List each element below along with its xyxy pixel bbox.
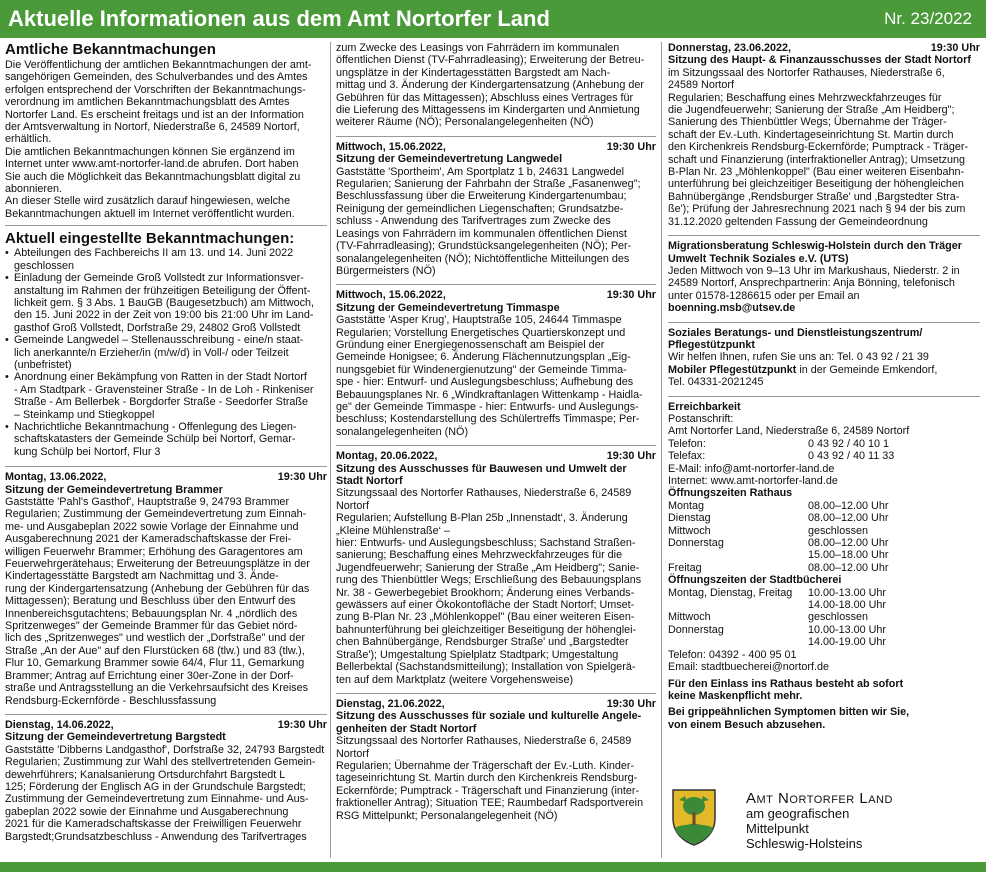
amtliche-heading: Amtliche Bekanntmachungen [5,42,216,58]
text-line: Regularien; Übernahme der Trägerschaft der Ev.-Luth. Kinder- [336,759,635,772]
text-line: bahnunterführung bei gleichzeitiger Beseitigung der höhenglei- [336,623,637,636]
page-header [0,0,986,38]
divider [336,693,656,694]
text-line: straße und Antragsstellung an die Verkehrsaufsicht des Kreises [5,682,309,695]
aktuell-heading: Aktuell eingestellte Bekanntmachungen: [5,230,295,248]
text-line: rung des Thienbüttler Wegs; Erschließung des Bebauungsplans [336,574,642,587]
text-line: öffentlichen Dienst (TV-Fahrradleasing); Erweiterung der Betreu- [336,54,645,67]
amtliche-text [5,59,327,220]
text-line: Gründung einer Energiegenossenschaft am Beispiel der [336,338,605,351]
meeting-date: Dienstag, 21.06.2022, [336,697,445,710]
text-line: Innenbereichsgutachtens; Bebauungsplan Nr. 4 „nördlich des [5,607,298,620]
divider [5,225,327,226]
list-item[interactable]: • Einladung der Gemeinde Groß Vollstedt zur Informationsver- anstaltung im Rahmen der frühzeitigen Beteiligung der Öffent- lichkeit gem. § 3 Abs. 1 BauGB (Baugesetzbuch) am Mittwoch, den 15. Juni 2022 in der Zeit von 19:00 bis 21:00 Uhr im Land- gasthof Groß Vollstedt, Dorfstraße 29, 24802 Groß Vollstedt [5,272,327,334]
text-line: nungsgebiet für Windenergienutzung" der Gemeinde Timma- [336,363,627,376]
meeting-time: 19:30 Uhr [606,450,656,463]
soziales-block: Soziales Beratungs- und Dienstleistungszentrum/ Pflegestützpunkt Wir helfen Ihnen, rufen Sie uns an: Tel. 0 43 92 / 21 39 Mobiler Pflegestützpunkt in der Gemeinde Emkendorf, Tel. 04331-2021245 [668,326,938,389]
meeting-title: Sitzung der Gemeindevertretung Bargstedt [5,731,226,744]
meeting-title: Sitzung des Ausschusses für Bauwesen und Umwelt der [336,462,627,475]
meeting-time: 19:30 Uhr [277,471,327,484]
meeting-bargstedt [5,719,327,843]
text-line: Rendsburg-Eckernförde - Beschlussfassung [5,694,217,707]
text-line: An dieser Stelle wird zusätzlich darauf hingewiesen, welche [5,195,291,208]
meeting-time: 19:30 Uhr [606,140,656,153]
text-line: (TV-Fahrradleasing); Grundstücksangelegenheiten (NÖ); Per- [336,240,632,253]
text-line: Brammer; Antrag auf Errichtung einer 30er-Zone in der Dorf- [5,669,294,682]
text-line: Nortorfer Land. Es erscheint freitags und ist an der Information [5,108,304,121]
meeting-time: 19:30 Uhr [606,697,656,710]
text-line: sonalangelegenheiten (NÖ); Nichtöffentliche Mitteilungen des [336,252,630,265]
text-line: sangehörigen Gemeinden, des Schulverbandes und des Amtes [5,71,308,84]
erreichbarkeit-title: Erreichbarkeit [668,400,741,413]
coat-of-arms-icon [671,788,717,846]
meeting-hauptausschuss [668,42,980,228]
text-line: spe - hier: Entwurf- und Auslegungsbeschluss; Aufhebung des [336,376,634,389]
text-line: Regularien; Aufstellung B-Plan 25b „Innenstadt‘, 3. Änderung [336,512,628,525]
contact-table: Telefon: 0 43 92 / 40 10 1 Telefax: 0 43 92 / 40 11 33 [668,437,895,463]
text-line: zum Zwecke des Leasings von Fahrrädern im kommunalen [336,42,620,54]
text-line: Regularien; Sanierung der Fahrbahn der Straße „Fasanenweg"; [336,178,641,191]
meeting-date: Donnerstag, 23.06.2022, [668,42,792,54]
internet-link[interactable]: Internet: www.amt-nortorfer-land.de [668,475,838,487]
text-line: unterführung bei gleichzeitiger Beseitigung der höhengleichen [668,178,964,191]
text-line: beschluss; Kostendarstellung des Schülertreffs Timmaspe; Per- [336,413,640,426]
divider [668,396,980,397]
text-line: Bahnübergänge ,Rendsburger Straße' und ‚Bargstedter Stra- [668,190,960,203]
text-line: Bürgermeisters (NÖ) [336,264,436,277]
erreichbarkeit-block: Erreichbarkeit Postanschrift: Amt Nortorfer Land, Niederstraße 6, 24589 Nortorf Telefon: 0 43 92 / 40 10 1 Telefax: 0 43 92 / 40 11 33 E-Mail: info@amt-nortorfer-land.de Internet: www.amt-nortorfer-land.de Öffnungszeiten Rathaus Montag 08.00–12.00 Uhr Dienstag 08.00–12.00 Uhr Mittwoch geschlossen Donnerstag 08.00–12.00 Uhr 15.00–18.00 Uhr Freitag 08.00–12.00 Uhr Öffnungszeiten der Stadtbücherei Montag, Dienstag, Freitag 10.00-13.00 Uhr 14.00-18.00 Uhr Mittwoch geschlossen Donnerstag 10.00-13.00 Uhr 14.00-19.00 Uhr Telefon: 04392 - 400 95 01 Email: stadtbuecherei@nortorf.de Für den Einlass ins Rathaus besteht ab sofort keine Maskenpflicht mehr. Bei grippeähnlichen Symptomen bitten wir Sie, von einem Besuch abzusehen. [668,401,980,732]
text-line: Internet unter www.amt-nortorfer-land.de abrufen. Dort haben [5,158,299,171]
meeting-bargstedt-cont [336,42,656,129]
text-line: RSG Mittelpunkt; Personalangelegenheit (NÖ) [336,809,558,822]
meeting-date-row [336,450,656,462]
meeting-date: Mittwoch, 15.06.2022, [336,289,446,302]
text-line: me- und Ausgabeplan 2022 sowie Vorlage der Einnahme und [5,520,299,533]
text-line: Bekanntmachungen aktuell im Internet veröffentlicht wurden. [5,207,295,220]
aktuell-list [5,247,327,458]
text-line: gabeplan 2022 sowie der Einnahme und Ausgaberechnung [5,805,289,818]
text-line: die Jugendfeuerwehr; Sanierung der Straße „Am Heidberg"; [668,104,955,117]
text-line: Bebauungsplanes Nr. 6 „Windkraftanlagen Wittenkamp - Haidla- [336,388,643,401]
meeting-date: Dienstag, 14.06.2022, [5,718,114,731]
text-line: abonnieren. [5,183,63,196]
migration-block: Migrationsberatung Schleswig-Holstein durch den Träger Umwelt Technik Soziales e.V. (UTS) Jeden Mittwoch von 9–13 Uhr im Markushaus, Niederstr. 2 in 24589 Nortorf, Ansprechpartnerin: Anja Bönning, telefonisch unter 01578-1286615 oder per Email an boenning.msb@utsev.de [668,240,980,314]
text-line: B-Plan Nr. 23 „Möhlenkoppel" (Bau einer weiteren Eisenbahn- [668,166,965,179]
text-line: erfolgen entsprechend der Vorschriften der Bekanntmachungs- [5,83,306,96]
text-line: Die amtlichen Bekanntmachungen können Sie ergänzend im [5,145,295,158]
rathaus-hours: Montag 08.00–12.00 Uhr Dienstag 08.00–12.00 Uhr Mittwoch geschlossen Donnerstag 08.00–12.00 Uhr 15.00–18.00 Uhr Freitag 08.00–12.00 Uhr [668,499,889,574]
text-line: den Kirchenkreis Rendsburg-Eckernförde; Pumptrack - Träger- [668,141,969,154]
meeting-soziales [336,698,656,822]
meeting-date-row [5,471,327,483]
text-line: Regularien; Beschaffung eines Mehrzweckfahrzeuges für [668,91,942,104]
column-divider [330,42,331,858]
list-item[interactable]: • Gemeinde Langwedel – Stellenausschreibung - eine/n staat- lich anerkannte/n Erzieher/in (m/w/d) in Voll-/ oder Teilzeit (unbefristet) [5,334,327,371]
text-line: schaft der Ev.-Luth. Kindertageseinrichtung St. Martin durch [668,128,954,141]
text-line: lich des „Spritzenweges" und westlich der „Dorfstraße" und der [5,632,305,645]
text-line: Gaststätte 'Dibberns Landgasthof', Dorfstraße 32, 24793 Bargstedt [5,743,325,756]
text-line: Regularien; Zustimmung zur Wahl des stellvertretenden Gemein- [5,756,316,769]
meeting-time: 19:30 Uhr [930,42,980,54]
buecherei-email-link[interactable]: Email: stadtbuecherei@nortorf.de [668,661,829,674]
text-line: Ausgaberechnung 2021 der Kameradschaftskasse der Frei- [5,533,292,546]
text-line: Mittagessen); Beratung und Beschluss über den Entwurf des [5,595,296,608]
divider [336,284,656,285]
divider [668,235,980,236]
text-line: 24589 Nortorf [668,79,735,92]
text-line: 31.12.2020 geltenden Fassung der Gemeindeordnung [668,215,928,228]
text-line: Sitzungssaal des Nortorfer Rathauses, Niederstraße 6, 24589 [336,487,632,500]
text-line: hier: Entwurfs- und Auslegungsbeschluss; Sachstand Straßen- [336,537,636,550]
text-line: Spritzenweges" der Gemeinde Brammer für das Gebiet nörd- [5,620,298,633]
text-line: weiterer Räume (NÖ); Personalangelegenheiten (NÖ) [336,116,594,129]
divider [668,322,980,323]
text-line: der Amtsverwaltung in Nortorf, Niederstraße 6, 24589 Nortorf, [5,121,300,134]
text-line: tageseinrichtung St. Martin durch den Kirchenkreis Rendsburg- [336,772,638,785]
meeting-timmaspe [336,289,656,438]
column-left [5,42,327,843]
meeting-langwedel [336,141,656,277]
text-line: Reinigung der gemeindlichen Liegenschaften; Grundsatzbe- [336,202,624,215]
email-link[interactable]: E-Mail: info@amt-nortorfer-land.de [668,462,835,475]
text-line: ge" der Gemeinde Timmaspe - hier: Entwurfs- und Auslegungs- [336,400,639,413]
text-line: Sanierung des Thienbüttler Wegs; Übernahme der Träger- [668,116,947,129]
text-line: Die Veröffentlichung der amtlichen Bekanntmachungen der amt- [5,59,312,71]
meeting-bauwesen [336,450,656,686]
text-line: Zustimmung der Gemeindevertretung zum Einnahme- und Aus- [5,793,309,806]
divider [5,714,327,715]
meeting-time: 19:30 Uhr [606,289,656,302]
text-line: schluss - Anwendung des Tarifvertrages zum Zwecke des [336,215,611,228]
text-line: mittag und 3. Änderung der Kindergartensatzung (Anhebung der [336,79,644,92]
list-item[interactable]: • Abteilungen des Fachbereichs II am 13. und 14. Juni 2022 geschlossen [5,247,327,272]
text-line: Feuerwehrgerätehaus; Erweiterung der Betreuungsplätze in der [5,558,310,571]
text-line: Flur 10, Gemarkung Brammer sowie 64/4, Flur 11, Gemarkung [5,657,305,670]
text-line: Sie auch die Möglichkeit das Bekanntmachungsblatt digital zu [5,170,301,183]
text-line: gewässers auf einer Ökokontofläche der Stadt Nortorf; Umset- [336,599,635,612]
meeting-brammer [5,471,327,707]
text-line: Jugendfeuerwehr; Sanierung der Straße „Am Heidberg"; Sanie- [336,561,640,574]
meeting-date-row [336,289,656,301]
column-middle [336,42,656,822]
text-line: Straße'); Umgestaltung Spielplatz Stadtpark; Umgestaltung [336,648,619,661]
list-item[interactable]: • Nachrichtliche Bekanntmachung - Offenlegung des Liegen- schaftskatasters der Gemeinde Schülp bei Nortorf, Gemar- kung Schülp bei Nortorf, Flur 3 [5,421,327,458]
text-line: Leasings von Fahrrädern im kommunalen öffentlichen Dienst [336,227,627,240]
meeting-title: Sitzung der Gemeindevertretung Brammer [5,483,223,496]
migration-email-link[interactable]: boenning.msb@utsev.de [668,302,796,315]
meeting-title: genheiten der Stadt Nortorf [336,722,477,735]
meeting-date: Montag, 13.06.2022, [5,471,107,484]
text-line: willigen Feuerwehr Brammer; Erhöhung des Garagentores am [5,545,303,558]
text-line: chen Bahnübergänge, Rendsburger Straße' und „Bargstedter [336,636,629,649]
text-line: Straße „An der Aue" auf den Flurstücken 68 (tlw.) und 83 (tlw.), [5,644,305,657]
amt-logo [668,788,980,854]
meeting-title: Sitzung des Haupt- & Finanzausschusses der Stadt Nortorf [668,54,971,67]
text-line: 125; Förderung der Englisch AG in der Grundschule Bargstedt; [5,780,306,793]
meeting-title: Sitzung der Gemeindevertretung Langwedel [336,153,563,166]
text-line: erhältlich. [5,133,52,146]
text-line: 2021 für die Kameradschaftskasse der Freiwilligen Feuerwehr [5,818,302,831]
text-line: „Kleine Mühlenstraße‘ – [336,524,451,537]
text-line: Gaststätte 'Sportheim', Am Sportplatz 1 b, 24631 Langwedel [336,165,625,178]
amt-name-block: Amt Nortorfer Land am geografischen Mittelpunkt Schleswig-Holsteins [746,790,893,851]
meeting-date-row [5,719,327,731]
page-title: Aktuelle Informationen aus dem Amt Nortorfer Land [8,6,550,31]
text-line: rung der Kindergartensatzung (Anhebung der Gebühren für das [5,582,310,595]
text-line: sanierung; Beschaffung eines Mehrzweckfahrzeuges für die [336,549,623,562]
footer-bar [0,862,986,872]
text-line: Eckernförde; Pumptrack - Trägerschaft und Finanzierung (inter- [336,784,640,797]
text-line: Gaststätte 'Pahl's Gasthof', Hauptstraße 9, 24793 Brammer [5,496,290,508]
text-line: Regularien; Zustimmung der Gemeindevertretung zum Einnah- [5,508,307,521]
text-line: Gaststätte 'Asper Krug', Hauptstraße 105, 24644 Timmaspe [336,314,622,327]
column-right [668,42,980,731]
meeting-date: Mittwoch, 15.06.2022, [336,140,446,153]
text-line: Sitzungssaal des Nortorfer Rathauses, Niederstraße 6, 24589 [336,735,632,748]
meeting-time: 19:30 Uhr [277,718,327,731]
text-line: schaft und Finanzierung (interfraktioneller Antrag); Umsetzung [668,153,966,166]
meeting-date-row [668,42,980,54]
text-line: Regularien; Vorstellung Energetisches Quartierskonzept und [336,326,626,339]
meeting-date-row [336,698,656,710]
text-line: ungsplätze in der Kindertagesstätten Bargstedt am Nach- [336,66,611,79]
buecherei-hours: Montag, Dienstag, Freitag 10.00-13.00 Uhr 14.00-18.00 Uhr Mittwoch geschlossen Donnerstag 10.00-13.00 Uhr 14.00-19.00 Uhr [668,586,887,649]
text-line: ten auf dem Marktplatz (weitere Vorgehensweise) [336,673,574,686]
text-line: sonalangelegenheiten (NÖ) [336,425,469,438]
text-line: dewehrführers; Kanalsanierung Ortsdurchfahrt Bargstedt L [5,768,286,781]
text-line: Nr. 38 - Gewerbegebiet Brookhorn; Änderung eines Verbands- [336,586,635,599]
text-line: ße'); Prüfung der Jahresrechnung 2021 nach § 94 der bis zum [668,203,966,216]
list-item[interactable]: • Anordnung einer Bekämpfung von Ratten in der Stadt Nortorf - Am Stadtpark - Gravensteiner Straße - In de Loh - Rinkeniser Straße - Am Bellerbek - Borgdorfer Straße - Seedorfer Straße – Steinkamp und Stiegkoppel [5,371,327,421]
text-line: Kindertagesstätte Bargstedt am Nachmittag und 3. Ände- [5,570,279,583]
text-line: zung B-Plan Nr. 23 „Möhlenkoppel" (Bau einer weiteren Eisen- [336,611,635,624]
text-line: Nortorf [336,747,369,760]
text-line: fraktioneller Antrag); Situation TEE; Raumbedarf Radsportverein [336,797,644,810]
divider [336,445,656,446]
text-line: im Sitzungssaal des Nortorfer Rathauses, Niederstraße 6, [668,66,945,79]
meeting-date: Montag, 20.06.2022, [336,450,438,463]
meeting-date-row [336,141,656,153]
issue-number: Nr. 23/2022 [884,9,972,28]
column-divider [661,42,662,858]
text-line: Gebühren für das Mittagessen); Abschluss eines Vertrages für [336,91,634,104]
divider [336,136,656,137]
divider [5,466,327,467]
text-line: Nortorf [336,499,369,512]
meeting-title: Sitzung der Gemeindevertretung Timmaspe [336,301,560,314]
text-line: die Lieferung des Mittagessens im Kindergarten und Anmietung [336,104,640,117]
text-line: Bargstedt;Grundsatzbeschluss - Anwendung des Tarifvertrages [5,830,307,843]
text-line: Beschlussfassung über die Erweiterung Kindergartenumbau; [336,190,627,203]
text-line: Gemeinde Honigsee; 6. Änderung Flächennutzungsplan „Eig- [336,351,631,364]
meeting-title: Sitzung des Ausschusses für soziale und kulturelle Angele- [336,710,642,723]
text-line: verordnung im amtlichen Bekanntmachungsblatt des Amtes [5,96,290,109]
text-line: Bellerbektal (Sachstandsmitteilung); Installation von Spielgerä- [336,661,636,674]
meeting-title: Stadt Nortorf [336,475,403,487]
